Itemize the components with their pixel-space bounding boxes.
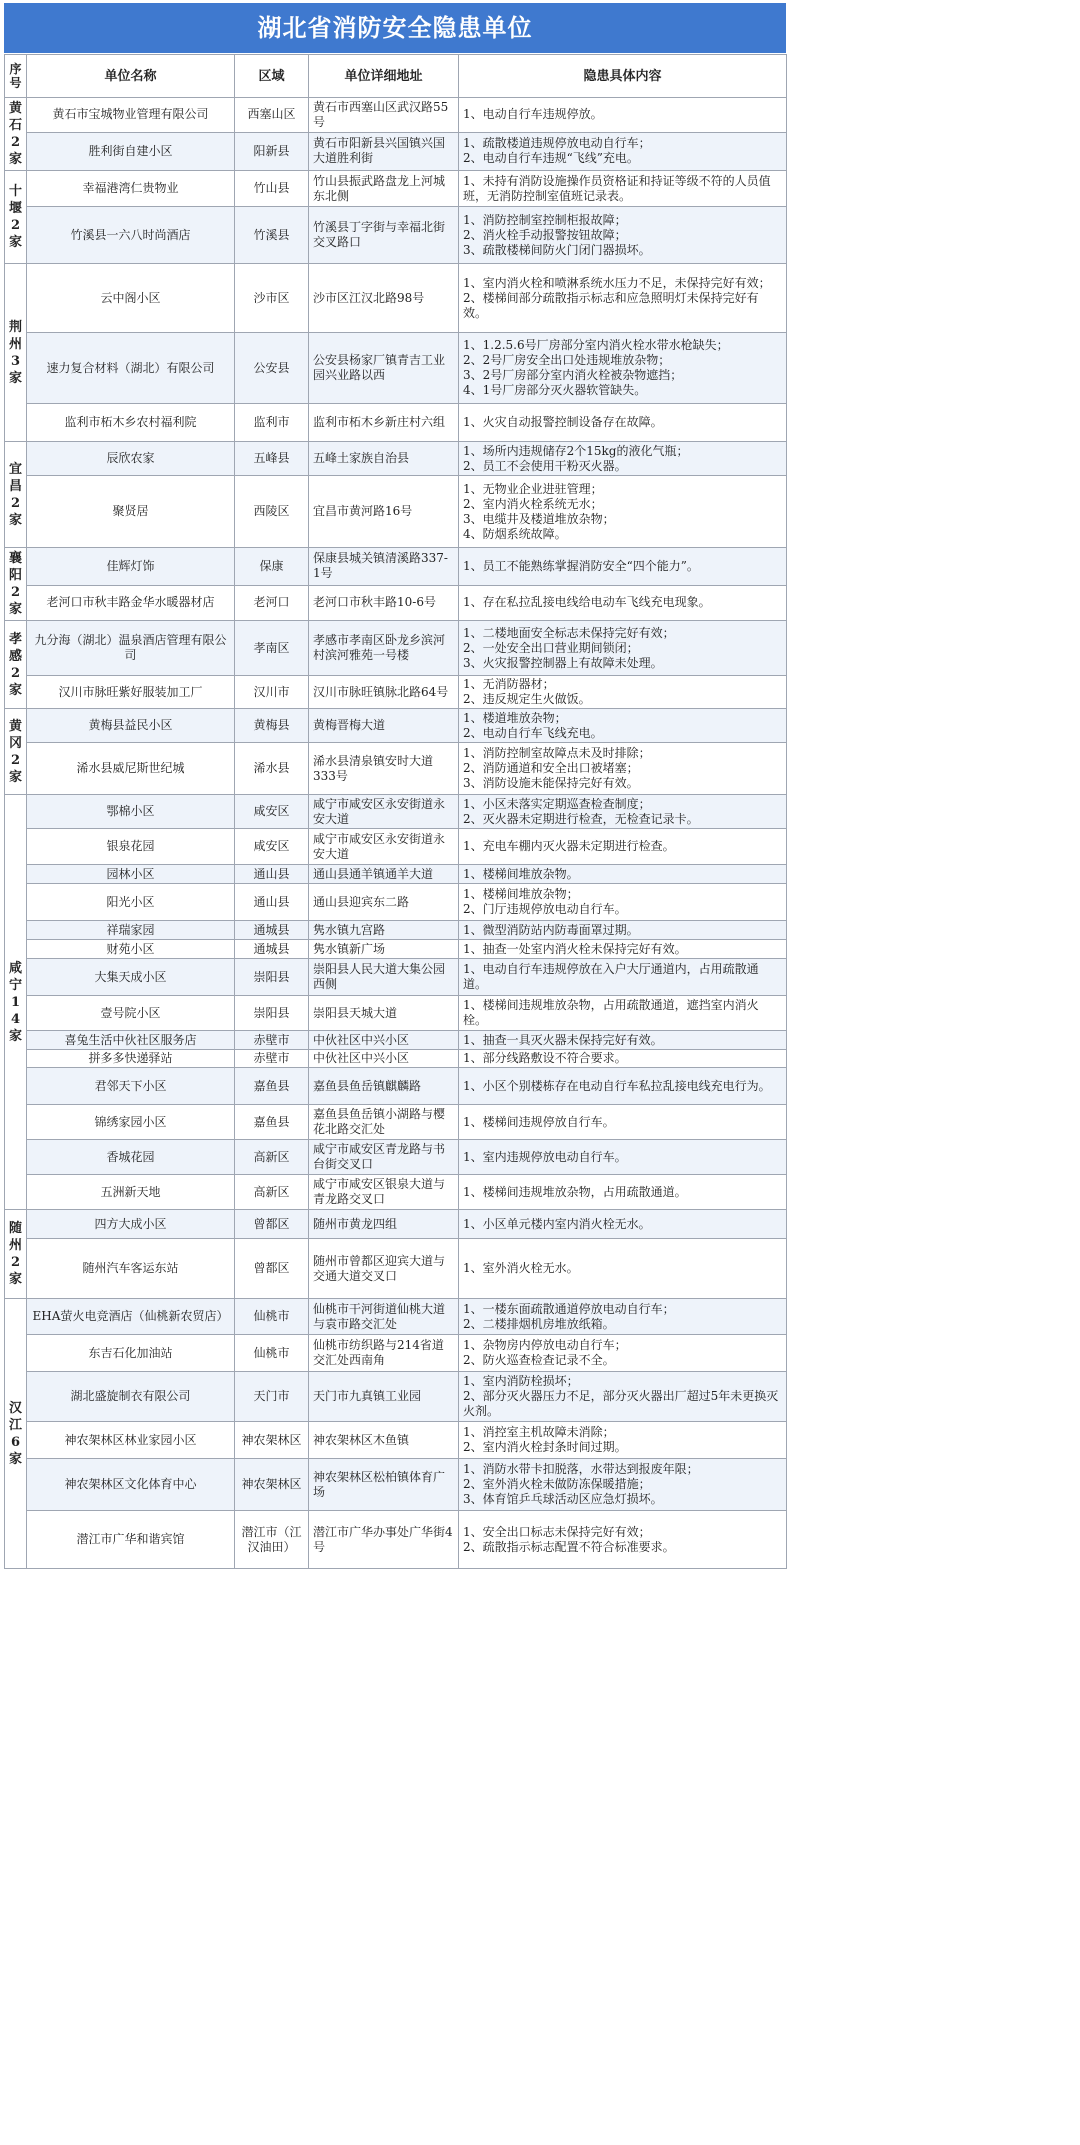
table-row	[5, 676, 787, 709]
issue-list	[459, 1335, 787, 1372]
unit-name: 阳光小区	[27, 884, 235, 921]
unit-address: 监利市柘木乡新庄村六组	[309, 404, 459, 442]
region-label: 黄冈2家	[5, 709, 27, 795]
unit-area: 公安县	[235, 333, 309, 404]
table-row	[5, 996, 787, 1031]
issue-list	[459, 996, 787, 1031]
unit-area: 天门市	[235, 1372, 309, 1422]
unit-address: 浠水县清泉镇安时大道333号	[309, 743, 459, 795]
table-row	[5, 404, 787, 442]
table-row	[5, 585, 787, 620]
unit-area: 神农架林区	[235, 1459, 309, 1511]
issue-item: 1、场所内违规储存2个15kg的液化气瓶；	[463, 443, 689, 458]
issue-item: 3、电缆井及楼道堆放杂物；	[463, 511, 615, 526]
unit-address: 黄石市西塞山区武汉路55号	[309, 98, 459, 133]
issue-item: 1、未持有消防设施操作员资格证和持证等级不符的人员值班，无消防控制室值班记录表。	[463, 173, 771, 203]
region-label: 孝感2家	[5, 621, 27, 709]
unit-area: 曾都区	[235, 1239, 309, 1299]
table-row	[5, 829, 787, 865]
issue-item: 1、消控室主机故障未消除；	[463, 1425, 615, 1439]
unit-name: 神农架林区林业家园小区	[27, 1422, 235, 1459]
unit-address: 潜江市广华办事处广华街4号	[309, 1511, 459, 1569]
issue-item: 1、楼梯间违规堆放杂物，占用疏散通道，遮挡室内消火栓。	[463, 998, 759, 1027]
table-row	[5, 476, 787, 548]
header-row	[5, 55, 787, 98]
unit-address: 通山县通羊镇通羊大道	[309, 865, 459, 884]
unit-name: 东吉石化加油站	[27, 1335, 235, 1372]
unit-area: 黄梅县	[235, 709, 309, 743]
unit-area: 西陵区	[235, 476, 309, 548]
issue-list	[459, 171, 787, 207]
unit-area: 通山县	[235, 865, 309, 884]
issue-list	[459, 333, 787, 404]
page-title: 湖北省消防安全隐患单位	[4, 3, 786, 53]
issue-item: 1、杂物房内停放电动自行车；	[463, 1338, 627, 1352]
unit-area: 通城县	[235, 921, 309, 940]
unit-name: 黄梅县益民小区	[27, 709, 235, 743]
unit-name: 拼多多快递驿站	[27, 1050, 235, 1068]
issue-item: 1、小区未落实定期巡查检查制度；	[463, 796, 651, 811]
issue-item: 1、疏散楼道违规停放电动自行车；	[463, 136, 651, 151]
unit-area: 崇阳县	[235, 959, 309, 996]
issue-list	[459, 548, 787, 586]
issue-list	[459, 1372, 787, 1422]
issue-item: 1、无物业企业进驻管理；	[463, 481, 603, 496]
unit-area: 嘉鱼县	[235, 1068, 309, 1105]
table-row	[5, 743, 787, 795]
unit-area: 汉川市	[235, 676, 309, 709]
table-row	[5, 1210, 787, 1239]
unit-name: 云中阁小区	[27, 264, 235, 333]
unit-address: 隽水镇九宫路	[309, 921, 459, 940]
table-row	[5, 1175, 787, 1210]
issue-item: 1、小区单元楼内室内消火栓无水。	[463, 1216, 651, 1231]
unit-area: 仙桃市	[235, 1299, 309, 1335]
issue-item: 1、楼道堆放杂物；	[463, 710, 567, 725]
unit-address: 竹山县振武路盘龙上河城东北侧	[309, 171, 459, 207]
table-row	[5, 959, 787, 996]
issue-list	[459, 1031, 787, 1050]
issue-list	[459, 1175, 787, 1210]
unit-address: 咸宁市咸安区银泉大道与青龙路交叉口	[309, 1175, 459, 1210]
issue-item: 2、消防通道和安全出口被堵塞；	[463, 761, 639, 775]
table-row	[5, 621, 787, 676]
table-row	[5, 1031, 787, 1050]
unit-name: 湖北盛旋制衣有限公司	[27, 1372, 235, 1422]
issue-list	[459, 743, 787, 795]
table-row	[5, 333, 787, 404]
issue-item: 1、楼梯间堆放杂物；	[463, 887, 579, 901]
unit-area: 通山县	[235, 884, 309, 921]
issue-list	[459, 585, 787, 620]
unit-name: 银泉花园	[27, 829, 235, 865]
unit-address: 仙桃市干河街道仙桃大道与袁市路交汇处	[309, 1299, 459, 1335]
issue-item: 1、火灾自动报警控制设备存在故障。	[463, 415, 663, 429]
issue-item: 1、存在私拉乱接电线给电动车飞线充电现象。	[463, 595, 711, 610]
table-row	[5, 98, 787, 133]
issue-list	[459, 940, 787, 959]
unit-name: 浠水县威尼斯世纪城	[27, 743, 235, 795]
table-row	[5, 1140, 787, 1175]
unit-name: 黄石市宝城物业管理有限公司	[27, 98, 235, 133]
unit-area: 保康	[235, 548, 309, 586]
unit-name: EHA萤火电竞酒店（仙桃新农贸店）	[27, 1299, 235, 1335]
issue-item: 3、2号厂房部分室内消火栓被杂物遮挡；	[463, 368, 683, 382]
unit-name: 大集天成小区	[27, 959, 235, 996]
issue-item: 2、2号厂房安全出口处违规堆放杂物；	[463, 353, 671, 367]
unit-name: 园林小区	[27, 865, 235, 884]
unit-area: 浠水县	[235, 743, 309, 795]
unit-area: 仙桃市	[235, 1335, 309, 1372]
issue-item: 1、微型消防站内防毒面罩过期。	[463, 922, 639, 937]
unit-address: 黄梅晋梅大道	[309, 709, 459, 743]
issue-item: 1、消防控制室故障点未及时排除；	[463, 746, 651, 760]
region-label: 襄阳2家	[5, 548, 27, 621]
issue-item: 1、二楼地面安全标志未保持完好有效；	[463, 625, 675, 640]
region-label: 黄石2家	[5, 98, 27, 171]
header-index: 序号	[5, 55, 27, 98]
unit-address: 老河口市秋丰路10-6号	[309, 585, 459, 620]
table-row	[5, 1511, 787, 1569]
unit-name: 锦绣家园小区	[27, 1105, 235, 1140]
unit-name: 老河口市秋丰路金华水暖器材店	[27, 585, 235, 620]
table-row	[5, 1459, 787, 1511]
issue-item: 1、抽查一具灭火器未保持完好有效。	[463, 1032, 663, 1047]
unit-address: 宜昌市黄河路16号	[309, 476, 459, 548]
unit-area: 老河口	[235, 585, 309, 620]
unit-address: 咸宁市咸安区永安街道永安大道	[309, 795, 459, 829]
table-row	[5, 884, 787, 921]
unit-address: 随州市曾都区迎宾大道与交通大道交叉口	[309, 1239, 459, 1299]
issue-item: 2、楼梯间部分疏散指示标志和应急照明灯未保持完好有效。	[463, 290, 759, 320]
unit-area: 通城县	[235, 940, 309, 959]
unit-name: 君邻天下小区	[27, 1068, 235, 1105]
issue-item: 1、一楼东面疏散通道停放电动自行车；	[463, 1301, 675, 1316]
unit-address: 竹溪县丁字街与幸福北街交叉路口	[309, 207, 459, 264]
issue-item: 2、电动自行车飞线充电。	[463, 725, 603, 740]
header-address: 单位详细地址	[309, 55, 459, 98]
unit-name: 潜江市广华和谐宾馆	[27, 1511, 235, 1569]
issue-item: 1、室外消火栓无水。	[463, 1261, 579, 1275]
issue-item: 1、室内消防栓损坏；	[463, 1374, 579, 1388]
header-unit-name: 单位名称	[27, 55, 235, 98]
issue-item: 1、室内消火栓和喷淋系统水压力不足，未保持完好有效；	[463, 275, 771, 290]
issue-item: 2、疏散指示标志配置不符合标准要求。	[463, 1539, 675, 1554]
issue-item: 1、抽查一处室内消火栓未保持完好有效。	[463, 941, 687, 956]
unit-address: 孝感市孝南区卧龙乡滨河村滨河雅苑一号楼	[309, 621, 459, 676]
unit-name: 辰欣农家	[27, 442, 235, 476]
issue-list	[459, 921, 787, 940]
issue-list	[459, 676, 787, 709]
issue-item: 3、火灾报警控制器上有故障未处理。	[463, 655, 663, 670]
issue-list	[459, 795, 787, 829]
unit-area: 咸安区	[235, 795, 309, 829]
table-body	[5, 98, 787, 1569]
table-row	[5, 1050, 787, 1068]
unit-address: 中伙社区中兴小区	[309, 1031, 459, 1050]
issue-item: 1、电动自行车违规停放。	[463, 107, 603, 122]
unit-name: 竹溪县一六八时尚酒店	[27, 207, 235, 264]
issue-item: 2、防火巡查检查记录不全。	[463, 1353, 615, 1367]
issue-item: 2、员工不会使用干粉灭火器。	[463, 458, 627, 473]
unit-name: 幸福港湾仁贵物业	[27, 171, 235, 207]
issue-item: 2、室内消火栓封条时间过期。	[463, 1440, 627, 1454]
header-issues: 隐患具体内容	[459, 55, 787, 98]
issue-list	[459, 709, 787, 743]
unit-area: 神农架林区	[235, 1422, 309, 1459]
unit-address: 崇阳县天城大道	[309, 996, 459, 1031]
issue-item: 2、室内消火栓系统无水；	[463, 496, 603, 511]
unit-area: 竹溪县	[235, 207, 309, 264]
table-row	[5, 548, 787, 586]
unit-address: 随州市黄龙四组	[309, 1210, 459, 1239]
issue-list	[459, 1459, 787, 1511]
issue-item: 2、部分灭火器压力不足，部分灭火器出厂超过5年未更换灭火剂。	[463, 1389, 779, 1418]
unit-address: 通山县迎宾东二路	[309, 884, 459, 921]
issue-list	[459, 442, 787, 476]
table-row	[5, 921, 787, 940]
issue-item: 1、1.2.5.6号厂房部分室内消火栓水带水枪缺失；	[463, 338, 729, 352]
table-row	[5, 1422, 787, 1459]
unit-address: 黄石市阳新县兴国镇兴国大道胜利街	[309, 132, 459, 170]
unit-area: 高新区	[235, 1175, 309, 1210]
table-row	[5, 207, 787, 264]
table-row	[5, 795, 787, 829]
issue-list	[459, 98, 787, 133]
issue-item: 1、电动自行车违规停放在入户大厅通道内，占用疏散通道。	[463, 962, 759, 991]
issue-list	[459, 1105, 787, 1140]
issue-item: 1、消防控制室控制柜报故障；	[463, 212, 627, 227]
issue-item: 2、二楼排烟机房堆放纸箱。	[463, 1316, 615, 1331]
unit-area: 崇阳县	[235, 996, 309, 1031]
issue-item: 2、一处安全出口营业期间锁闭；	[463, 640, 639, 655]
unit-address: 中伙社区中兴小区	[309, 1050, 459, 1068]
issue-item: 1、无消防器材；	[463, 677, 555, 691]
unit-name: 喜兔生活中伙社区服务店	[27, 1031, 235, 1050]
issue-item: 2、违反规定生火做饭。	[463, 692, 591, 706]
table-row	[5, 264, 787, 333]
unit-name: 财苑小区	[27, 940, 235, 959]
issue-item: 2、灭火器未定期进行检查，无检查记录卡。	[463, 811, 699, 826]
table-row	[5, 1068, 787, 1105]
issue-list	[459, 1050, 787, 1068]
unit-name: 随州汽车客运东站	[27, 1239, 235, 1299]
unit-address: 公安县杨家厂镇青吉工业园兴业路以西	[309, 333, 459, 404]
unit-area: 咸安区	[235, 829, 309, 865]
unit-name: 监利市柘木乡农村福利院	[27, 404, 235, 442]
issue-list	[459, 959, 787, 996]
issue-item: 3、体育馆乒乓球活动区应急灯损坏。	[463, 1492, 663, 1506]
unit-name: 四方大成小区	[27, 1210, 235, 1239]
unit-address: 天门市九真镇工业园	[309, 1372, 459, 1422]
issue-list	[459, 1140, 787, 1175]
unit-name: 鄂棉小区	[27, 795, 235, 829]
unit-area: 曾都区	[235, 1210, 309, 1239]
unit-name: 祥瑞家园	[27, 921, 235, 940]
issue-item: 2、门厅违规停放电动自行车。	[463, 902, 627, 916]
unit-name: 九分海（湖北）温泉酒店管理有限公司	[27, 621, 235, 676]
issue-list	[459, 264, 787, 333]
region-label: 荆州3家	[5, 264, 27, 442]
issue-list	[459, 1068, 787, 1105]
issue-item: 3、疏散楼梯间防火门闭门器损坏。	[463, 242, 651, 257]
unit-address: 神农架林区松柏镇体育广场	[309, 1459, 459, 1511]
issue-item: 1、楼梯间违规停放自行车。	[463, 1114, 615, 1129]
table-row	[5, 1299, 787, 1335]
issue-item: 2、电动自行车违规“飞线”充电。	[463, 151, 639, 166]
table-row	[5, 171, 787, 207]
table-row	[5, 1335, 787, 1372]
issue-item: 4、1号厂房部分灭火器软管缺失。	[463, 383, 647, 397]
issue-item: 1、室内违规停放电动自行车。	[463, 1149, 627, 1164]
issue-list	[459, 404, 787, 442]
unit-area: 五峰县	[235, 442, 309, 476]
unit-area: 竹山县	[235, 171, 309, 207]
issue-list	[459, 132, 787, 170]
issue-list	[459, 621, 787, 676]
unit-name: 香城花园	[27, 1140, 235, 1175]
unit-name: 汉川市脉旺紫好服装加工厂	[27, 676, 235, 709]
unit-address: 沙市区江汉北路98号	[309, 264, 459, 333]
unit-address: 仙桃市纺织路与214省道交汇处西南角	[309, 1335, 459, 1372]
issue-item: 4、防烟系统故障。	[463, 526, 567, 541]
issue-list	[459, 207, 787, 264]
unit-address: 嘉鱼县鱼岳镇麒麟路	[309, 1068, 459, 1105]
table-row	[5, 709, 787, 743]
issue-item: 3、消防设施未能保持完好有效。	[463, 776, 639, 790]
unit-area: 高新区	[235, 1140, 309, 1175]
issue-item: 2、消火栓手动报警按钮故障；	[463, 227, 627, 242]
issue-list	[459, 865, 787, 884]
unit-address: 崇阳县人民大道大集公园西侧	[309, 959, 459, 996]
unit-area: 赤壁市	[235, 1031, 309, 1050]
issue-list	[459, 1511, 787, 1569]
hazard-table	[4, 54, 787, 1569]
issue-list	[459, 884, 787, 921]
unit-name: 五洲新天地	[27, 1175, 235, 1210]
table-row	[5, 1239, 787, 1299]
unit-address: 嘉鱼县鱼岳镇小湖路与樱花北路交汇处	[309, 1105, 459, 1140]
region-label: 随州2家	[5, 1210, 27, 1299]
unit-address: 汉川市脉旺镇脉北路64号	[309, 676, 459, 709]
table-row	[5, 132, 787, 170]
table-row	[5, 442, 787, 476]
unit-name: 速力复合材料（湖北）有限公司	[27, 333, 235, 404]
region-label: 宜昌2家	[5, 442, 27, 548]
unit-area: 西塞山区	[235, 98, 309, 133]
unit-area: 潜江市（江汉油田）	[235, 1511, 309, 1569]
table-row	[5, 1105, 787, 1140]
unit-area: 监利市	[235, 404, 309, 442]
issue-item: 1、安全出口标志未保持完好有效；	[463, 1524, 651, 1539]
unit-address: 咸宁市咸安区永安街道永安大道	[309, 829, 459, 865]
issue-list	[459, 1299, 787, 1335]
unit-name: 佳辉灯饰	[27, 548, 235, 586]
issue-item: 1、楼梯间违规堆放杂物，占用疏散通道。	[463, 1184, 687, 1199]
table-row	[5, 865, 787, 884]
header-area: 区域	[235, 55, 309, 98]
unit-area: 孝南区	[235, 621, 309, 676]
issue-list	[459, 476, 787, 548]
unit-name: 聚贤居	[27, 476, 235, 548]
issue-item: 1、小区个别楼栋存在电动自行车私拉乱接电线充电行为。	[463, 1078, 771, 1093]
region-label: 汉江6家	[5, 1299, 27, 1569]
unit-address: 咸宁市咸安区青龙路与书台街交叉口	[309, 1140, 459, 1175]
unit-address: 五峰土家族自治县	[309, 442, 459, 476]
issue-item: 1、部分线路敷设不符合要求。	[463, 1051, 627, 1065]
table-row	[5, 1372, 787, 1422]
unit-address: 神农架林区木鱼镇	[309, 1422, 459, 1459]
region-label: 咸宁14家	[5, 795, 27, 1210]
issue-list	[459, 1239, 787, 1299]
issue-list	[459, 1422, 787, 1459]
issue-item: 1、员工不能熟练掌握消防安全“四个能力”。	[463, 558, 699, 573]
unit-area: 沙市区	[235, 264, 309, 333]
unit-name: 壹号院小区	[27, 996, 235, 1031]
unit-area: 嘉鱼县	[235, 1105, 309, 1140]
issue-item: 1、充电车棚内灭火器未定期进行检查。	[463, 839, 675, 853]
unit-name: 胜利街自建小区	[27, 132, 235, 170]
unit-name: 神农架林区文化体育中心	[27, 1459, 235, 1511]
unit-address: 隽水镇新广场	[309, 940, 459, 959]
issue-item: 1、楼梯间堆放杂物。	[463, 866, 579, 881]
unit-address: 保康县城关镇清溪路337-1号	[309, 548, 459, 586]
region-label: 十堰2家	[5, 171, 27, 264]
unit-area: 阳新县	[235, 132, 309, 170]
issue-item: 1、消防水带卡扣脱落，水带达到报废年限；	[463, 1462, 699, 1476]
table-row	[5, 940, 787, 959]
issue-item: 2、室外消火栓未做防冻保暖措施；	[463, 1477, 651, 1491]
unit-area: 赤壁市	[235, 1050, 309, 1068]
issue-list	[459, 1210, 787, 1239]
issue-list	[459, 829, 787, 865]
